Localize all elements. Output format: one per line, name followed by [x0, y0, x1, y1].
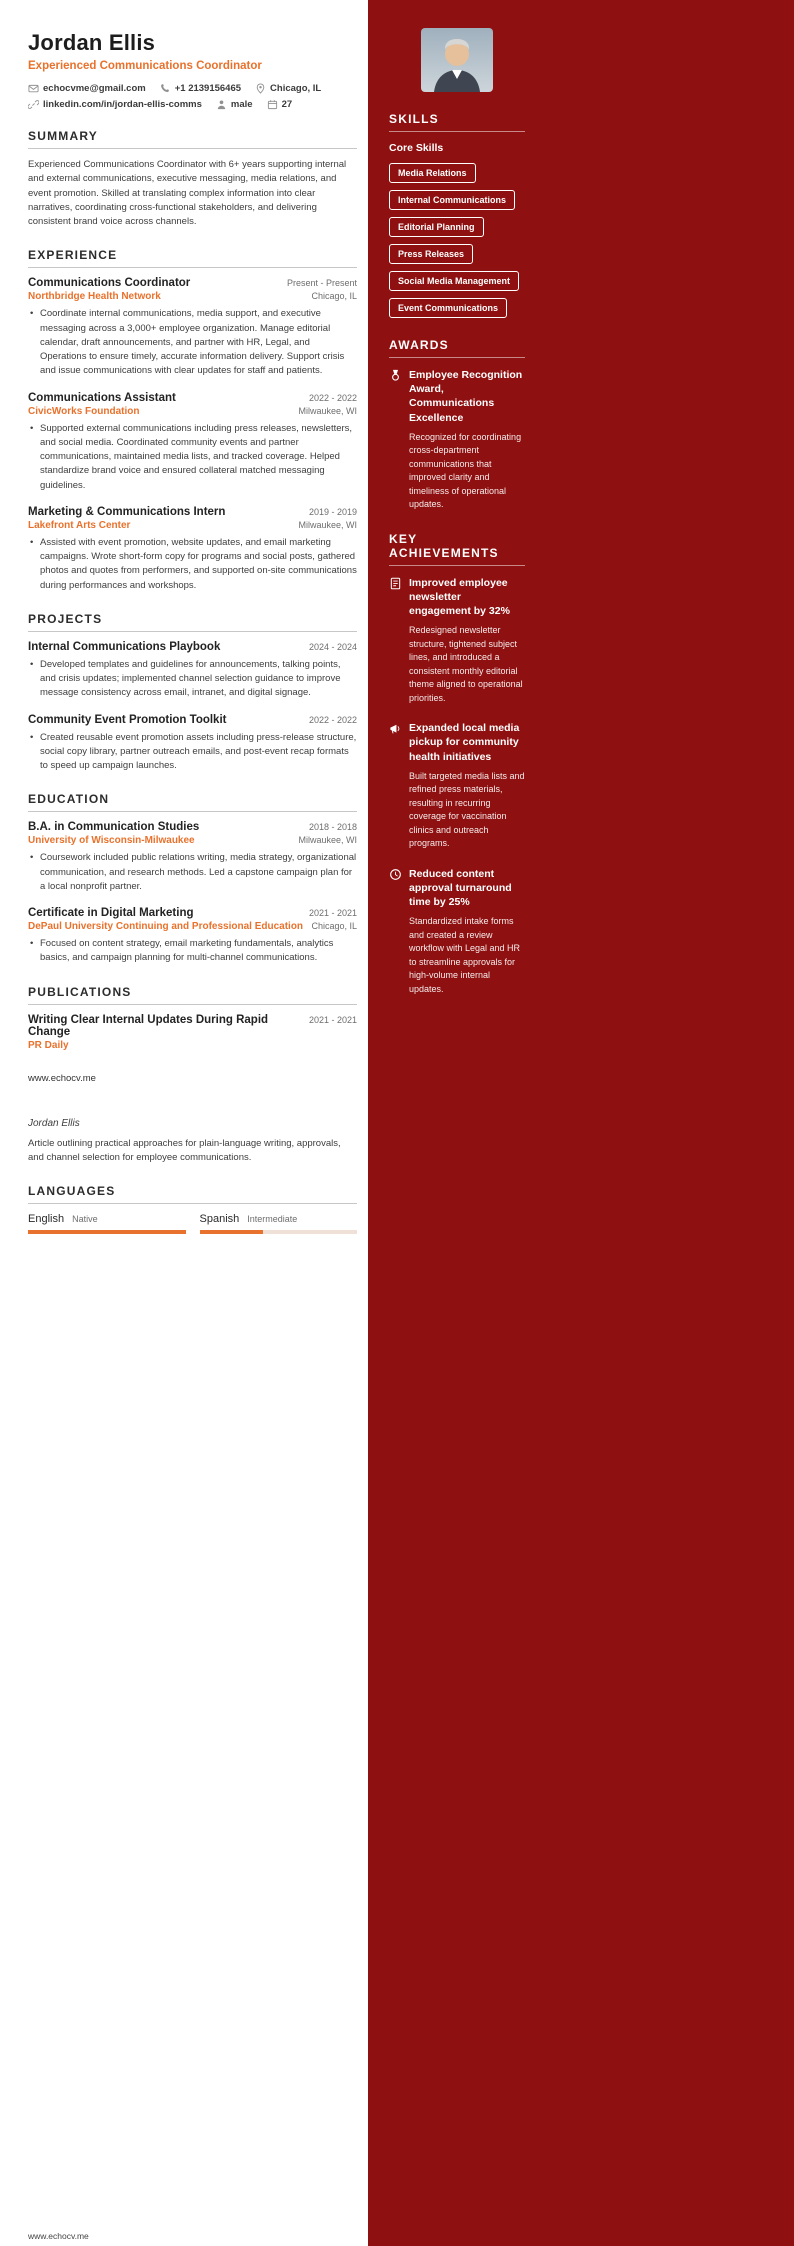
- education-bullet: • Focused on content strategy, email marketing fundamentals, analytics basics, and campaign planning for multi-channel communications.: [28, 937, 357, 966]
- summary-heading: SUMMARY: [28, 129, 357, 149]
- education-entry: [28, 907, 357, 966]
- contact-age-text: 27: [281, 99, 293, 110]
- language-level: Intermediate: [247, 1214, 298, 1224]
- contact-email[interactable]: [28, 83, 146, 94]
- contact-row-2: [28, 99, 357, 110]
- person-icon: [216, 99, 227, 110]
- school-name: University of Wisconsin-Milwaukee: [28, 835, 195, 847]
- achievement-item: [389, 576, 525, 619]
- achievement-title: Reduced content approval turnaround time by 25%: [409, 867, 512, 909]
- contact-linkedin-text: linkedin.com/in/jordan-ellis-comms: [43, 99, 202, 110]
- degree-dates: 2018 - 2018: [308, 822, 357, 833]
- experience-section: [28, 248, 357, 593]
- contact-age: [267, 99, 293, 110]
- languages-heading: LANGUAGES: [28, 1184, 357, 1204]
- job-bullet: • Coordinate internal communications, media support, and executive messaging across a 3,000+ employee organization. Manage editorial calendar, draft announcements, and partner with HR, Legal, and Operations to ensure timely, accurate information delivery. Support crisis and issue communications with clear updates for staff and patients.: [28, 307, 357, 378]
- skill-chip: Media Relations: [389, 163, 476, 183]
- location-pin-icon: [255, 83, 266, 94]
- skill-chip: Social Media Management: [389, 271, 519, 291]
- skills-heading: SKILLS: [389, 112, 525, 132]
- skill-chip: Editorial Planning: [389, 217, 484, 237]
- summary-text: Experienced Communications Coordinator with 6+ years supporting internal and external communications, executive messaging, media relations, and event promotion. Skilled at translating complex information into clear narratives, coordinating cross-functional stakeholders, and delivering consistent brand voice across channels.: [28, 159, 347, 227]
- language-name: Spanish: [199, 1213, 240, 1225]
- mail-icon: [28, 83, 39, 94]
- contact-location: [255, 83, 321, 94]
- project-title: Community Event Promotion Toolkit: [28, 713, 227, 726]
- publication-entry: [28, 1014, 357, 1166]
- contact-linkedin[interactable]: [28, 99, 202, 110]
- achievement-description: Built targeted media lists and refined press materials, resulting in recurring coverage for vaccination clinics and outreach programs.: [409, 770, 525, 849]
- publication-title: Writing Clear Internal Updates During Rapid Change: [28, 1013, 269, 1038]
- award-item: [389, 368, 525, 425]
- skills-group-title: Core Skills: [389, 142, 444, 154]
- skill-chip: Event Communications: [389, 298, 507, 318]
- project-entry: [28, 641, 357, 701]
- skill-chip: Press Releases: [389, 244, 473, 264]
- language-level: Native: [72, 1214, 98, 1224]
- project-dates: 2022 - 2022: [308, 714, 357, 725]
- sidebar: [368, 0, 794, 2246]
- project-dates: 2024 - 2024: [308, 641, 357, 652]
- publications-section: [28, 985, 357, 1166]
- experience-heading: EXPERIENCE: [28, 248, 357, 268]
- profile-photo: [421, 28, 493, 92]
- clock-icon: [389, 867, 402, 910]
- languages-section: [28, 1184, 357, 1234]
- job-dates: 2022 - 2022: [308, 392, 357, 403]
- publication-dates: 2021 - 2021: [308, 1014, 357, 1025]
- language-name: English: [28, 1213, 65, 1225]
- school-location: Chicago, IL: [311, 921, 357, 931]
- contact-row-1: [28, 83, 357, 94]
- school-name: DePaul University Continuing and Professional Education: [28, 921, 304, 932]
- language-proficiency-bar: [28, 1230, 186, 1234]
- footer-url[interactable]: www.echocv.me: [28, 2231, 89, 2241]
- publication-source-link[interactable]: PR Daily: [28, 1039, 69, 1051]
- language-proficiency-bar: [200, 1230, 358, 1234]
- job-dates: 2019 - 2019: [308, 506, 357, 517]
- phone-icon: [160, 83, 171, 94]
- link-icon: [28, 99, 39, 110]
- achievement-description: Redesigned newsletter structure, tightened subject lines, and introduced a consistent monthly editorial theme aligned to operational priorities.: [409, 625, 523, 703]
- job-company: Lakefront Arts Center: [28, 519, 131, 531]
- experience-entry: [28, 506, 357, 593]
- contact-phone-text: +1 2139156465: [174, 83, 242, 94]
- skills-chip-list: [389, 163, 525, 318]
- achievement-item: [389, 721, 525, 764]
- award-description: Recognized for coordinating cross-department communications that improved clarity and timeliness of operational updates.: [409, 431, 522, 510]
- achievement-title: Improved employee newsletter engagement by 32%: [409, 576, 510, 618]
- calendar-icon: [267, 99, 278, 110]
- main-column: [0, 0, 368, 1234]
- job-bullet: • Assisted with event promotion, website updates, and email marketing campaigns. Wrote short-form copy for programs and social posts, gathered photos and quotes from performers, and supported on-site communications during performances and workshops.: [28, 536, 357, 593]
- project-title: Internal Communications Playbook: [28, 640, 221, 653]
- contact-gender-text: male: [230, 99, 253, 110]
- skill-chip: Internal Communications: [389, 190, 515, 210]
- language-item: [200, 1213, 358, 1234]
- degree-dates: 2021 - 2021: [308, 908, 357, 918]
- publication-url[interactable]: www.echocv.me: [28, 1072, 96, 1084]
- document-icon: [389, 576, 402, 619]
- achievements-heading: KEY ACHIEVEMENTS: [389, 532, 525, 566]
- job-bullet: • Supported external communications including press releases, newsletters, and social media. Coordinated community events and partner communications, maintained media lists, and tracked coverage. Helped standardize brand voice and ensured collateral matched messaging guidelines.: [28, 422, 357, 493]
- education-bullet: • Coursework included public relations writing, media strategy, organizational communication, and research methods. Led a capstone campaign plan for a local nonprofit partner.: [28, 851, 357, 894]
- experience-entry: [28, 392, 357, 493]
- contact-gender: [216, 99, 253, 110]
- school-location: Milwaukee, WI: [298, 835, 357, 846]
- publication-description: Article outlining practical approaches for plain-language writing, approvals, and channel selection for employee communications.: [28, 1137, 341, 1163]
- experience-entry: [28, 277, 357, 378]
- job-title: Communications Coordinator: [28, 277, 191, 290]
- project-bullet: • Created reusable event promotion assets including press-release structure, social copy library, partner outreach emails, and post-event recap formats to speed up campaign launches.: [28, 731, 357, 774]
- degree-title: Certificate in Digital Marketing: [28, 907, 194, 919]
- summary-section: [28, 129, 357, 229]
- job-dates: Present - Present: [286, 278, 357, 289]
- awards-heading: AWARDS: [389, 338, 525, 358]
- language-item: [28, 1213, 186, 1234]
- publications-heading: PUBLICATIONS: [28, 985, 357, 1005]
- job-location: Milwaukee, WI: [298, 519, 357, 530]
- achievement-description: Standardized intake forms and created a review workflow with Legal and HR to streamline approvals for high-volume internal updates.: [409, 916, 521, 994]
- job-location: Milwaukee, WI: [298, 405, 357, 416]
- award-title: Employee Recognition Award, Communications Excellence: [409, 369, 523, 424]
- project-bullet: • Developed templates and guidelines for announcements, talking points, and crisis updates; implemented channel selection guidance to improve message consistency across email, intranet, and digital signage.: [28, 658, 357, 701]
- achievement-title: Expanded local media pickup for community health initiatives: [409, 722, 520, 763]
- education-entry: [28, 821, 357, 894]
- contact-location-text: Chicago, IL: [270, 83, 322, 94]
- education-section: [28, 792, 357, 965]
- job-title: Marketing & Communications Intern: [28, 505, 226, 518]
- job-company: Northbridge Health Network: [28, 291, 161, 303]
- achievement-item: [389, 867, 525, 910]
- page-title: Jordan Ellis: [28, 30, 156, 55]
- headline: Experienced Communications Coordinator: [28, 60, 262, 72]
- job-title: Communications Assistant: [28, 391, 176, 404]
- megaphone-icon: [389, 721, 402, 764]
- projects-section: [28, 612, 357, 774]
- project-entry: [28, 714, 357, 774]
- job-location: Chicago, IL: [311, 291, 357, 302]
- contact-phone[interactable]: [160, 83, 241, 94]
- projects-heading: PROJECTS: [28, 612, 357, 632]
- degree-title: B.A. in Communication Studies: [28, 821, 200, 834]
- publication-author: Jordan Ellis: [28, 1117, 80, 1129]
- medal-icon: [389, 368, 402, 425]
- language-proficiency-fill: [28, 1230, 186, 1234]
- contact-email-text: echocvme@gmail.com: [43, 83, 146, 94]
- language-proficiency-fill: [200, 1230, 263, 1234]
- job-company: CivicWorks Foundation: [28, 405, 140, 417]
- education-heading: EDUCATION: [28, 792, 357, 812]
